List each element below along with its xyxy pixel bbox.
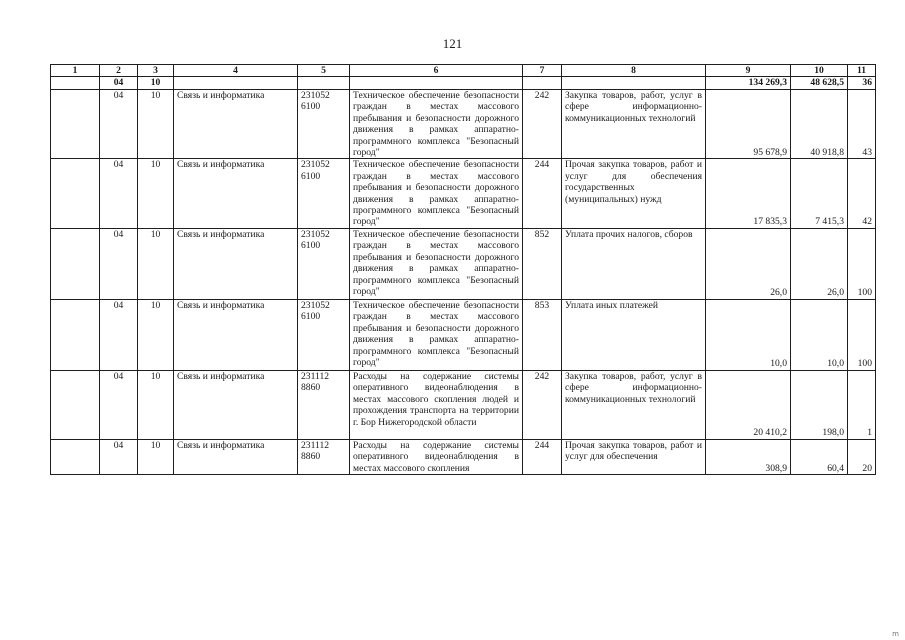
total-percent-value: 36 — [848, 77, 876, 90]
target-article-name: Техническое обеспечение безопасности граждан в местах массового пребывания и безопасности дорожного движения в рамках аппаратно-программного комплекса "Безопасный город" — [350, 299, 523, 370]
header-cell: 1 — [51, 65, 100, 77]
row-cell-1 — [51, 299, 100, 370]
expense-type-name: Закупка товаров, работ, услуг в сфере информационно-коммуникационных технологий — [562, 90, 706, 159]
actual-value: 10,0 — [791, 299, 848, 370]
expense-type-name: Прочая закупка товаров, работ и услуг для обеспечения государственных (муниципальных) нужд — [562, 159, 706, 228]
expense-type-name: Закупка товаров, работ, услуг в сфере информационно-коммуникационных технологий — [562, 370, 706, 439]
actual-value: 7 415,3 — [791, 159, 848, 228]
percent-value: 100 — [848, 299, 876, 370]
table-row — [51, 159, 876, 228]
header-cell: 3 — [138, 65, 174, 77]
table-row — [51, 228, 876, 299]
total-cell-4 — [174, 77, 298, 90]
actual-value: 26,0 — [791, 228, 848, 299]
header-cell: 9 — [706, 65, 791, 77]
expense-type-code: 852 — [523, 228, 562, 299]
total-cell-1 — [51, 77, 100, 90]
total-cell-8 — [562, 77, 706, 90]
total-cell-6 — [350, 77, 523, 90]
total-section-code: 04 — [100, 77, 138, 90]
section-name: Связь и информатика — [174, 228, 298, 299]
target-article-name: Техническое обеспечение безопасности граждан в местах массового пребывания и безопасности дорожного движения в рамках аппаратно-программного комплекса "Безопасный город" — [350, 228, 523, 299]
plan-value: 26,0 — [706, 228, 791, 299]
row-cell-1 — [51, 370, 100, 439]
total-plan-value: 134 269,3 — [706, 77, 791, 90]
target-article-code: 231052 6100 — [298, 228, 350, 299]
header-cell: 8 — [562, 65, 706, 77]
target-article-code: 231052 6100 — [298, 90, 350, 159]
expense-type-code: 244 — [523, 159, 562, 228]
plan-value: 95 678,9 — [706, 90, 791, 159]
subsection-code: 10 — [138, 439, 174, 474]
section-name: Связь и информатика — [174, 299, 298, 370]
subsection-code: 10 — [138, 228, 174, 299]
table-row — [51, 299, 876, 370]
header-cell: 2 — [100, 65, 138, 77]
percent-value: 43 — [848, 90, 876, 159]
header-cell: 10 — [791, 65, 848, 77]
expense-type-name: Уплата иных платежей — [562, 299, 706, 370]
total-subsection-code: 10 — [138, 77, 174, 90]
target-article-code: 231052 6100 — [298, 159, 350, 228]
section-name: Связь и информатика — [174, 370, 298, 439]
section-code: 04 — [100, 439, 138, 474]
target-article-name: Техническое обеспечение безопасности граждан в местах массового пребывания и безопасности дорожного движения в рамках аппаратно-программного комплекса "Безопасный город" — [350, 90, 523, 159]
target-article-code: 231052 6100 — [298, 299, 350, 370]
expense-type-name: Уплата прочих налогов, сборов — [562, 228, 706, 299]
expense-type-name: Прочая закупка товаров, работ и услуг для обеспечения — [562, 439, 706, 474]
percent-value: 100 — [848, 228, 876, 299]
target-article-code: 231112 8860 — [298, 439, 350, 474]
row-cell-1 — [51, 228, 100, 299]
plan-value: 308,9 — [706, 439, 791, 474]
header-cell: 11 — [848, 65, 876, 77]
expense-type-code: 244 — [523, 439, 562, 474]
section-code: 04 — [100, 370, 138, 439]
table-row — [51, 439, 876, 474]
table-row — [51, 90, 876, 159]
header-cell: 4 — [174, 65, 298, 77]
subsection-code: 10 — [138, 370, 174, 439]
percent-value: 20 — [848, 439, 876, 474]
expense-type-code: 242 — [523, 370, 562, 439]
section-code: 04 — [100, 159, 138, 228]
expense-type-code: 853 — [523, 299, 562, 370]
header-cell: 5 — [298, 65, 350, 77]
section-code: 04 — [100, 90, 138, 159]
actual-value: 198,0 — [791, 370, 848, 439]
table-row — [51, 370, 876, 439]
row-cell-1 — [51, 159, 100, 228]
section-code: 04 — [100, 299, 138, 370]
budget-table — [50, 64, 876, 475]
total-actual-value: 48 628,5 — [791, 77, 848, 90]
section-name: Связь и информатика — [174, 90, 298, 159]
total-cell-5 — [298, 77, 350, 90]
target-article-code: 231112 8860 — [298, 370, 350, 439]
total-cell-7 — [523, 77, 562, 90]
header-cell: 7 — [523, 65, 562, 77]
actual-value: 60,4 — [791, 439, 848, 474]
page-number: 121 — [442, 36, 463, 51]
plan-value: 10,0 — [706, 299, 791, 370]
section-name: Связь и информатика — [174, 439, 298, 474]
percent-value: 42 — [848, 159, 876, 228]
section-name: Связь и информатика — [174, 159, 298, 228]
row-cell-1 — [51, 90, 100, 159]
actual-value: 40 918,8 — [791, 90, 848, 159]
target-article-name: Расходы на содержание системы оперативного видеонаблюдения в местах массового скопления — [350, 439, 523, 474]
target-article-name: Расходы на содержание системы оперативного видеонаблюдения в местах массового скопления людей и прохождения транспорта на территории г. Бор Нижегородской области — [350, 370, 523, 439]
scan-corner-mark: m — [892, 630, 899, 638]
header-row — [51, 65, 876, 77]
subsection-code: 10 — [138, 299, 174, 370]
plan-value: 20 410,2 — [706, 370, 791, 439]
subsection-code: 10 — [138, 159, 174, 228]
target-article-name: Техническое обеспечение безопасности граждан в местах массового пребывания и безопасности дорожного движения в рамках аппаратно-программного комплекса "Безопасный город" — [350, 159, 523, 228]
percent-value: 1 — [848, 370, 876, 439]
header-cell: 6 — [350, 65, 523, 77]
plan-value: 17 835,3 — [706, 159, 791, 228]
expense-type-code: 242 — [523, 90, 562, 159]
row-cell-1 — [51, 439, 100, 474]
total-row — [51, 77, 876, 90]
section-code: 04 — [100, 228, 138, 299]
subsection-code: 10 — [138, 90, 174, 159]
